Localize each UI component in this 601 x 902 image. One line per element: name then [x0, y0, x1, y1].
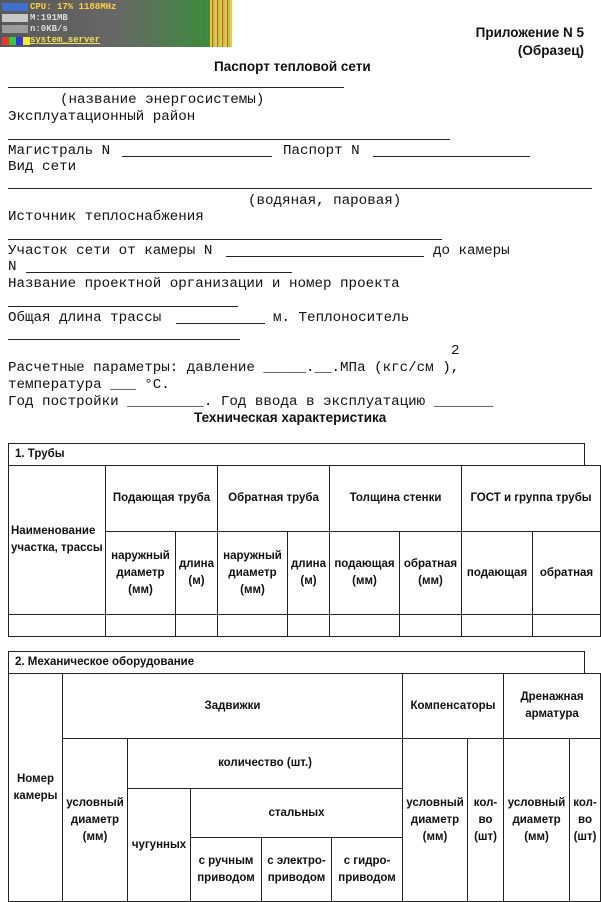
table-cell[interactable]	[176, 615, 218, 637]
heat-source-line	[8, 239, 442, 240]
system-monitor-overlay	[0, 0, 232, 47]
section-to-line	[26, 272, 292, 273]
table-cell[interactable]	[330, 615, 400, 637]
section-from-label: Участок сети от камеры N	[8, 243, 213, 259]
supply-pipe-header: Подающая труба	[106, 466, 218, 532]
total-length-line	[176, 323, 265, 324]
quantity-header: количество (шт.)	[128, 739, 403, 789]
appendix-number: Приложение N 5	[475, 25, 584, 40]
main-number-line	[122, 156, 272, 157]
energy-system-label: (название энергосистемы)	[60, 92, 265, 108]
table-cell[interactable]	[106, 615, 176, 637]
wall-supply-header: подающая (мм)	[330, 532, 400, 615]
table-cell[interactable]	[533, 615, 601, 637]
heat-carrier-line	[8, 339, 240, 340]
design-params-label: Расчетные параметры: давление _____.__.МПа (кгс/см ),	[8, 360, 460, 376]
table-cell[interactable]	[462, 615, 533, 637]
section-from-line	[226, 256, 424, 257]
network-type-line	[8, 188, 592, 189]
drainage-count-header: кол-во (шт)	[570, 739, 601, 902]
energy-system-line	[8, 87, 344, 88]
cast-iron-header: чугунных	[128, 789, 191, 902]
sample-label: (Образец)	[517, 43, 584, 58]
drainage-header: Дренажная арматура	[504, 674, 601, 739]
hydro-drive-header: с гидро-приводом	[332, 838, 403, 902]
return-pipe-header: Обратная труба	[218, 466, 330, 532]
network-type-label: Вид сети	[8, 159, 77, 175]
length-unit-label: м. Теплоноситель	[273, 310, 410, 326]
memory-readout: M:191MB	[30, 13, 68, 23]
main-label: Магистраль N	[8, 143, 111, 159]
compensators-diameter-header: условный диаметр (мм)	[403, 739, 468, 902]
build-year-label: Год постройки _________. Год ввода в эксплуатацию _______	[8, 394, 494, 410]
return-length-header: длина (м)	[288, 532, 330, 615]
gost-supply-header: подающая	[462, 532, 533, 615]
passport-number-line	[373, 156, 530, 157]
heat-source-label: Источник теплоснабжения	[8, 209, 204, 225]
pressure-superscript: 2	[451, 343, 460, 359]
supply-length-header: длина (м)	[176, 532, 218, 615]
network-indicator-icon	[2, 25, 28, 33]
district-line	[8, 139, 450, 140]
gost-header: ГОСТ и группа трубы	[462, 466, 601, 532]
valves-header: Задвижки	[63, 674, 403, 739]
color-legend-icon	[2, 37, 30, 45]
table-cell[interactable]	[218, 615, 288, 637]
compensators-count-header: кол-во (шт)	[468, 739, 504, 902]
core-bars	[210, 0, 232, 47]
manual-drive-header: с ручным приводом	[191, 838, 262, 902]
supply-outer-diameter-header: наружный диаметр (мм)	[106, 532, 176, 615]
table-cell[interactable]	[9, 615, 106, 637]
temperature-label: температура ___ °С.	[8, 377, 170, 393]
appendix-header	[476, 24, 584, 60]
network-type-hint: (водяная, паровая)	[248, 193, 402, 209]
compensators-header: Компенсаторы	[403, 674, 504, 739]
total-length-label: Общая длина трассы	[8, 310, 162, 326]
passport-label: Паспорт N	[283, 143, 360, 159]
design-org-label: Название проектной организации и номер проекта	[8, 276, 400, 292]
pipes-table	[8, 465, 601, 637]
section1-title: 1. Трубы	[8, 443, 585, 466]
wall-return-header: обратная (мм)	[400, 532, 462, 615]
steel-header: стальных	[191, 789, 403, 838]
memory-indicator-icon	[2, 14, 28, 22]
table-cell[interactable]	[400, 615, 462, 637]
section-to-n-label: N	[8, 259, 17, 275]
drainage-diameter-header: условный диаметр (мм)	[504, 739, 570, 902]
return-outer-diameter-header: наружный диаметр (мм)	[218, 532, 288, 615]
chamber-number-header: Номер камеры	[9, 674, 63, 902]
page-title: Паспорт тепловой сети	[214, 59, 371, 74]
valves-diameter-header: условный диаметр (мм)	[63, 739, 128, 902]
gost-return-header: обратная	[533, 532, 601, 615]
cpu-readout: CPU: 17% 1188MHz	[30, 2, 117, 12]
cpu-indicator-icon	[2, 3, 28, 11]
district-label: Эксплуатационный район	[8, 109, 196, 125]
electric-drive-header: с электро-приводом	[262, 838, 332, 902]
table-row	[9, 615, 601, 637]
network-readout: n:0KB/s	[30, 24, 68, 34]
server-process-label: system_server	[30, 35, 101, 45]
table-cell[interactable]	[288, 615, 330, 637]
section2-title: 2. Механическое оборудование	[8, 651, 585, 674]
name-column-header: Наименование участка, трассы	[9, 466, 106, 615]
tech-title: Техническая характеристика	[194, 410, 387, 425]
wall-thickness-header: Толщина стенки	[330, 466, 462, 532]
equipment-table	[8, 673, 601, 902]
design-org-line	[8, 306, 238, 307]
section-to-label: до камеры	[433, 243, 510, 259]
